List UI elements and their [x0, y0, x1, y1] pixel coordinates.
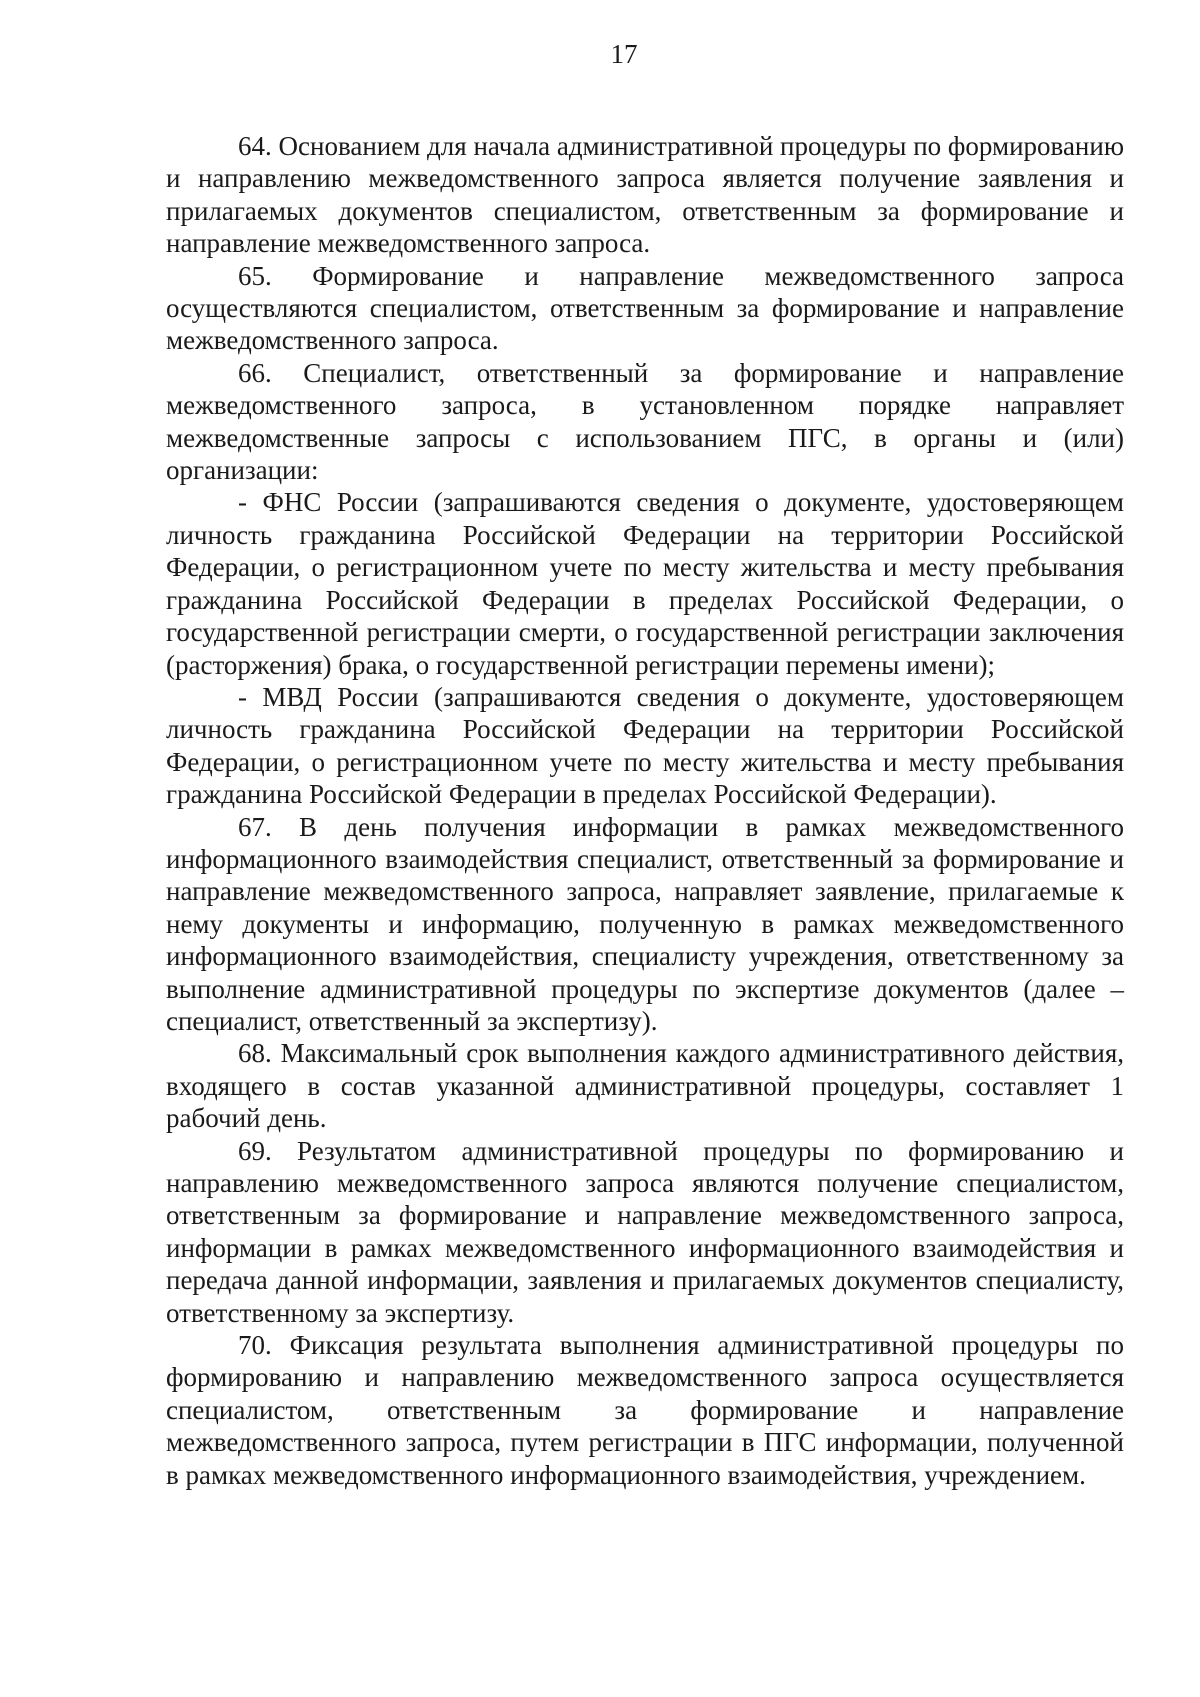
list-item-fns: - ФНС России (запрашиваются сведения о документе, удостоверяющем личность гражданина Российской Федерации на территории Российской Федерации, о регистрационном учете по месту жительства и месту пребывания гражданина Российской Федерации в пределах Российской Федерации, о государственной регистрации смерти, о государственной регистрации заключения (расторжения) брака, о государственной регистрации перемены имени); — [166, 487, 1124, 680]
paragraph-67: 67. В день получения информации в рамках межведомственного информационного взаимодействия специалист, ответственный за формирование и направление межведомственного запроса, направляет заявление, прилагаемые к нему документы и информацию, полученную в рамках межведомственного информационного взаимодействия, специалисту учреждения, ответственному за выполнение административной процедуры по экспертизе документов (далее – специалист, ответственный за экспертизу). — [166, 811, 1124, 1036]
paragraph-69: 69. Результатом административной процедуры по формированию и направлению межведомственного запроса являются получение специалистом, ответственным за формирование и направление межведомственного запроса, информации в рамках межведомственного информационного взаимодействия и передача данной информации, заявления и прилагаемых документов специалисту, ответственному за экспертизу. — [166, 1135, 1124, 1328]
document-body — [166, 130, 1124, 1491]
paragraph-65: 65. Формирование и направление межведомственного запроса осуществляются специалистом, ответственным за формирование и направление межведомственного запроса. — [166, 260, 1124, 356]
page-number: 17 — [610, 39, 638, 69]
paragraph-66: 66. Специалист, ответственный за формирование и направление межведомственного запроса, в установленном порядке направляет межведомственные запросы с использованием ПГС, в органы и (или) организации: — [166, 357, 1124, 486]
list-item-mvd: - МВД России (запрашиваются сведения о документе, удостоверяющем личность гражданина Российской Федерации на территории Российской Федерации, о регистрационном учете по месту жительства и месту пребывания гражданина Российской Федерации в пределах Российской Федерации). — [166, 681, 1124, 810]
paragraph-64: 64. Основанием для начала административной процедуры по формированию и направлению межведомственного запроса является получение заявления и прилагаемых документов специалистом, ответственным за формирование и направление межведомственного запроса. — [166, 131, 1124, 259]
paragraph-68: 68. Максимальный срок выполнения каждого административного действия, входящего в состав указанной административной процедуры, составляет 1 рабочий день. — [166, 1038, 1124, 1134]
paragraph-70: 70. Фиксация результата выполнения административной процедуры по формированию и направлению межведомственного запроса осуществляется специалистом, ответственным за формирование и направление межведомственного запроса, путем регистрации в ПГС информации, полученной в рамках межведомственного информационного взаимодействия, учреждением. — [166, 1330, 1124, 1490]
